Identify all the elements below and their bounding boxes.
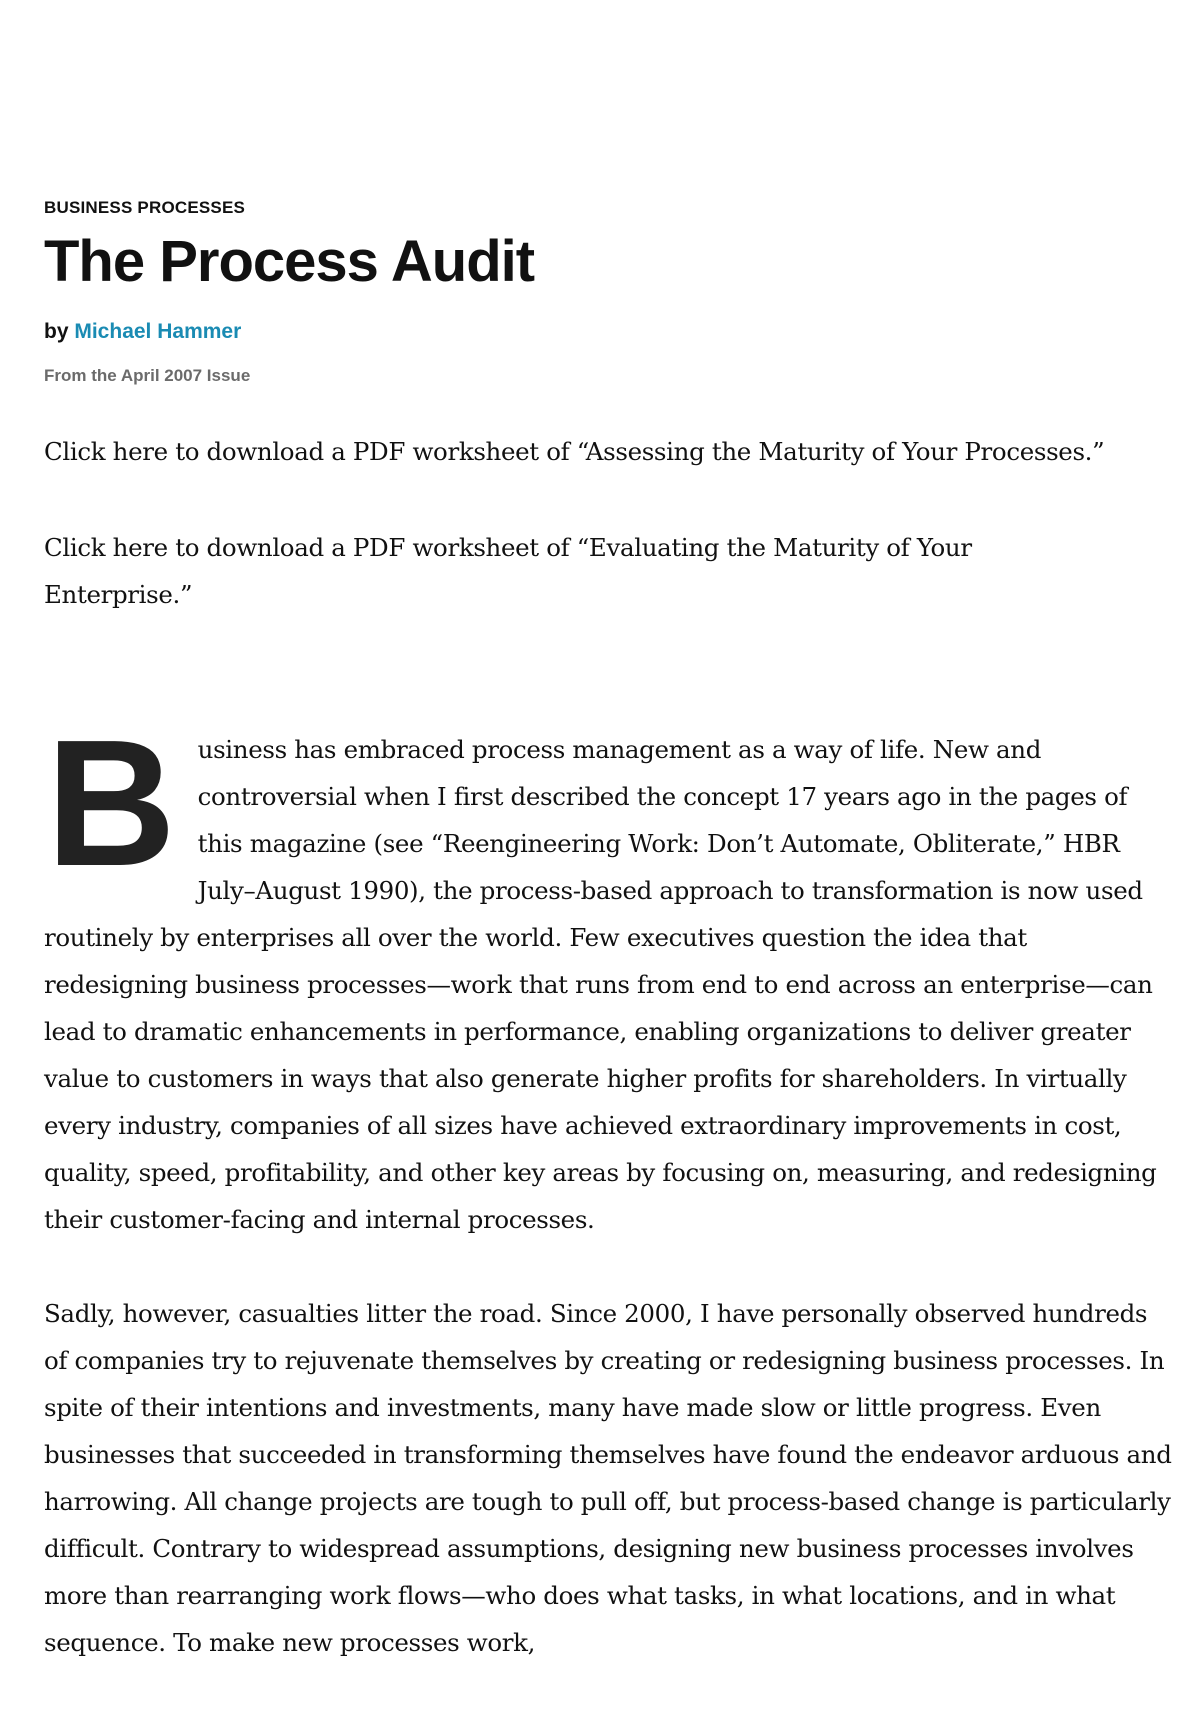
paragraph-2: Sadly, however, casualties litter the road. Since 2000, I have personally observed hundreds of companies try to rejuvenate themselves by creating or redesigning business processes. In spite of their intentions and investments, many have made slow or little progress. Even businesses that succeeded in transforming themselves have found the endeavor arduous and harrowing. All change projects are tough to pull off, but process-based change is particularly difficult. Contrary to widespread assumptions, designing new business processes involves more than rearranging work flows—who does what tasks, in what locations, and in what sequence. To make new processes work, [44,1299,1172,1657]
worksheet-enterprise-link[interactable]: Click here to download a PDF worksheet of “Evaluating the Maturity of Your Enterprise.” [44,533,972,609]
drop-cap: B [46,703,176,904]
paragraph-1 [44,703,1172,1243]
issue-date: From the April 2007 Issue [44,366,251,385]
by-label: by [44,320,69,343]
category-label[interactable]: BUSINESS PROCESSES [44,198,246,217]
article-title: The Process Audit [44,229,535,294]
author-link[interactable]: Michael Hammer [74,320,242,343]
paragraph-1-text: usiness has embraced process management as a way of life. New and controversial when I first described the concept 17 years ago in the pages of this magazine (see “Reengineering Work: Don’t Automate, Obliterate,” HBR July–August 1990), the process-based approach to transformation is now used routinely by enterprises all over the world. Few executives question the idea that redesigning business processes—work that runs from end to end across an enterprise—can lead to dramatic enhancements in performance, enabling organizations to deliver greater value to customers in ways that also generate higher profits for shareholders. In virtually every industry, companies of all sizes have achieved extraordinary improvements in cost, quality, speed, profitability, and other key areas by focusing on, measuring, and redesigning their customer-facing and internal processes. [44,735,1157,1234]
article-body [44,703,1172,1713]
byline [44,320,241,344]
worksheet-processes-link[interactable]: Click here to download a PDF worksheet of “Assessing the Maturity of Your Processes.” [44,437,1105,466]
